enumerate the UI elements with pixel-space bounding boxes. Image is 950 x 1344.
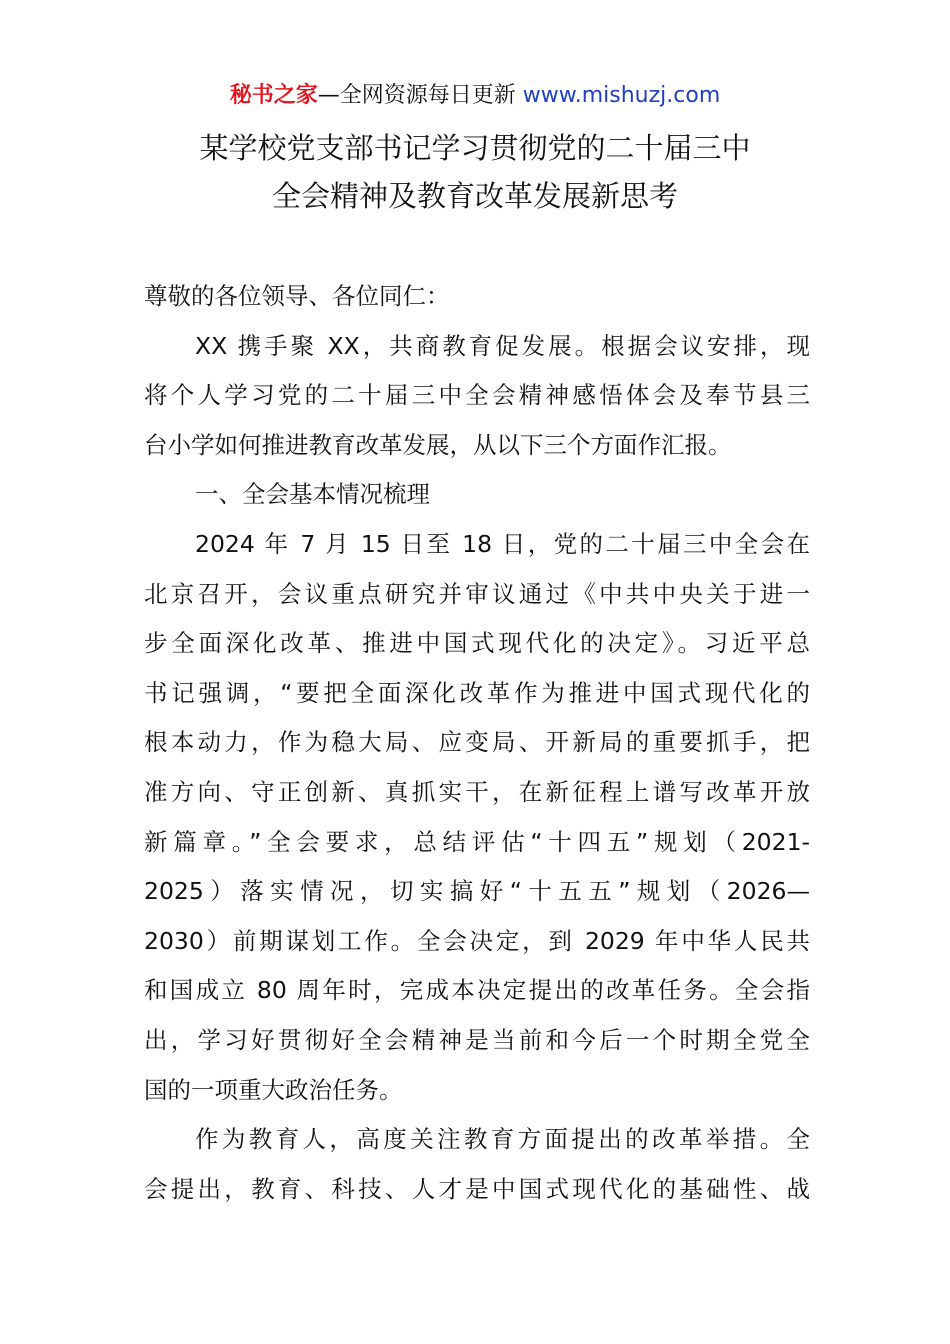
document-title-line-2: 全会精神及教育改革发展新思考 <box>271 179 678 213</box>
site-url-link[interactable]: www.mishuzj.com <box>522 83 721 108</box>
salutation: 尊敬的各位领导、各位同仁： <box>144 282 450 310</box>
paragraph-line: 2024 年 7 月 15 日至 18 日，党的二十届三中全会在 <box>195 529 810 558</box>
paragraph-line: 台小学如何推进教育改革发展，从以下三个方面作汇报。 <box>144 430 732 459</box>
paragraph-line: 出，学习好贯彻好全会精神是当前和今后一个时期全党全 <box>144 1025 810 1054</box>
paragraph-line: 和国成立 80 周年时，完成本决定提出的改革任务。全会指 <box>144 976 810 1005</box>
paragraph-line: 2030）前期谋划工作。全会决定，到 2029 年中华人民共 <box>144 926 810 955</box>
paragraph-line: 作为教育人，高度关注教育方面提出的改革举措。全 <box>195 1125 810 1154</box>
section-heading <box>144 470 810 520</box>
paragraph-line: 书记强调，“要把全面深化改革作为推进中国式现代化的 <box>144 678 810 707</box>
paragraph-intro <box>144 322 810 471</box>
paragraph-line: 会提出，教育、科技、人才是中国式现代化的基础性、战 <box>144 1174 810 1203</box>
paragraph-line: 准方向、守正创新、真抓实干，在新征程上谱写改革开放 <box>144 777 810 806</box>
site-tagline: —全网资源每日更新 <box>317 83 523 108</box>
paragraph-plenum-summary <box>144 520 810 1115</box>
site-brand: 秘书之家 <box>229 83 318 108</box>
section-heading-text: 一、全会基本情况梳理 <box>195 480 430 509</box>
paragraph-line: XX 携手聚 XX，共商教育促发展。根据会议安排，现 <box>195 331 810 360</box>
paragraph-line: 将个人学习党的二十届三中全会精神感悟体会及奉节县三 <box>144 381 810 410</box>
paragraph-line: 北京召开，会议重点研究并审议通过《中共中央关于进一 <box>144 579 810 608</box>
paragraph-line: 新篇章。”全会要求，总结评估“十四五”规划（2021- <box>144 827 810 856</box>
paragraph-education <box>144 1115 810 1214</box>
paragraph-line: 2025）落实情况，切实搞好“十五五”规划（2026— <box>144 877 810 906</box>
document-title-line-1: 某学校党支部书记学习贯彻党的二十届三中 <box>199 131 751 165</box>
document-body <box>144 272 810 1214</box>
paragraph-line: 国的一项重大政治任务。 <box>144 1075 403 1104</box>
paragraph-line: 步全面深化改革、推进中国式现代化的决定》。习近平总 <box>144 629 810 658</box>
paragraph-line: 根本动力，作为稳大局、应变局、开新局的重要抓手，把 <box>144 728 810 757</box>
site-header <box>0 80 950 112</box>
